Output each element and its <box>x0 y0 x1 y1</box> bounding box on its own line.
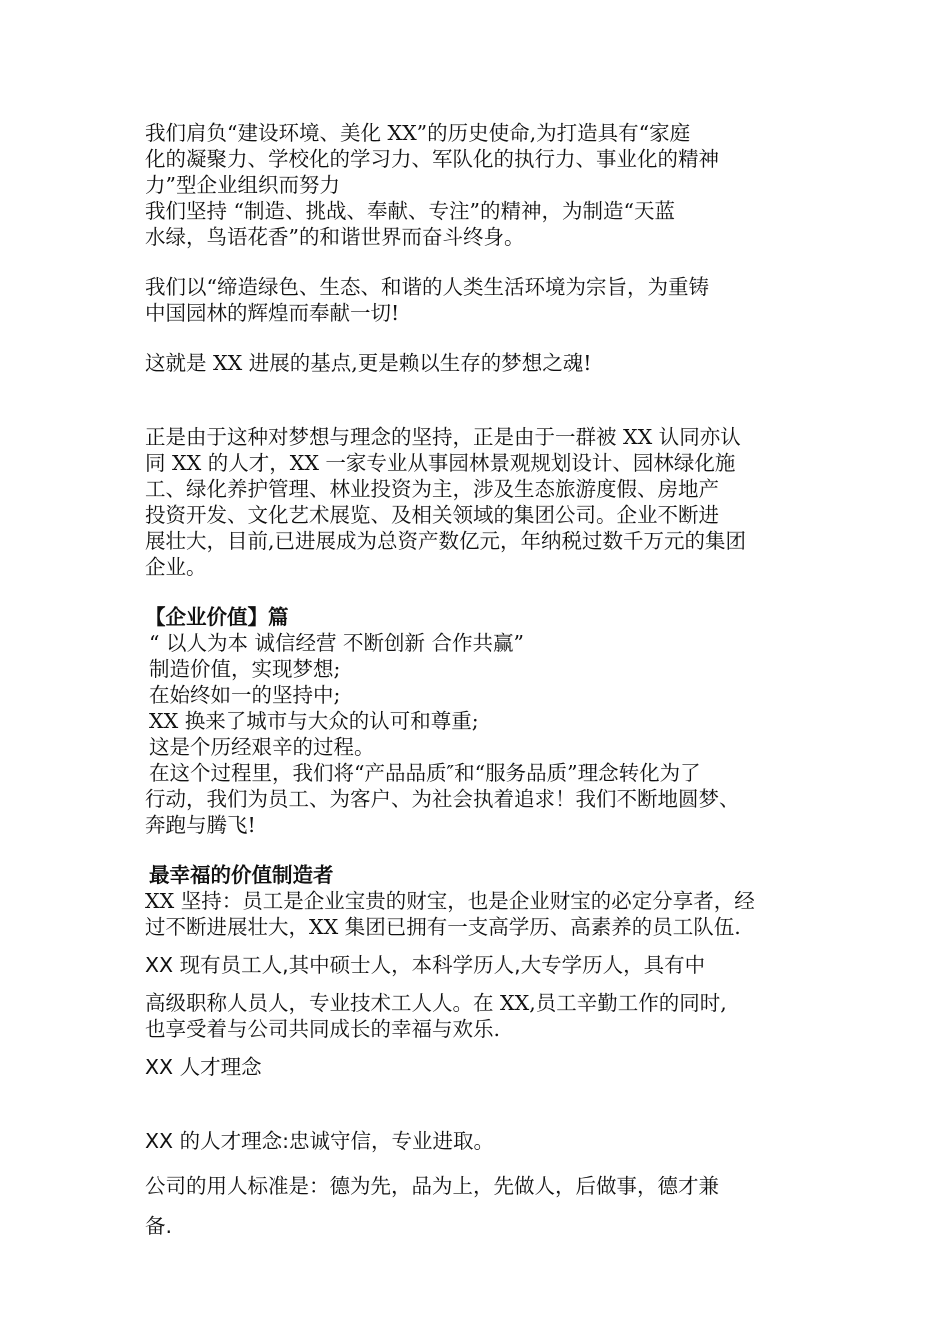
text-line: 化的凝聚力、学校化的学习力、军队化的执行力、事业化的精神 <box>145 147 719 171</box>
text-line: XX 现有员工人,其中硕士人，本科学历人,大专学历人，具有中 <box>145 953 706 977</box>
text-line: 水绿，鸟语花香”的和谐世界而奋斗终身。 <box>145 225 525 249</box>
text-line: 力”型企业组织而努力 <box>145 173 340 197</box>
talent-title: XX 人才理念 <box>145 1055 262 1079</box>
text-line: XX 换来了城市与大众的认可和尊重; <box>149 709 479 733</box>
text-line: 同 XX 的人才，XX 一家专业从事园林景观规划设计、园林绿化施 <box>145 451 736 475</box>
text-line: 行动，我们为员工、为客户、为社会执着追求！我们不断地圆梦、 <box>145 787 740 811</box>
text-line: 也享受着与公司共同成长的幸福与欢乐. <box>145 1017 501 1041</box>
staff-paragraph <box>145 990 815 1042</box>
text-line: 这是个历经艰辛的过程。 <box>149 735 375 759</box>
section-heading: 【企业价值】篇 <box>145 605 289 629</box>
text-line: 正是由于这种对梦想与理念的坚持，正是由于一群被 XX 认同亦认 <box>145 425 741 449</box>
text-line: XX 坚持：员工是企业宝贵的财宝，也是企业财宝的必定分享者，经 <box>145 889 755 913</box>
text-line: 展壮大，目前,已进展成为总资产数亿元，年纳税过数千万元的集团 <box>145 529 747 553</box>
section-heading: 最幸福的价值制造者 <box>149 863 334 887</box>
text-line: 中国园林的辉煌而奉献一切! <box>145 301 400 325</box>
value-section <box>145 604 815 838</box>
text-line: 工、绿化养护管理、林业投资为主，涉及生态旅游度假、房地产 <box>145 477 719 501</box>
text-line: 在这个过程里，我们将“产品品质″和“服务品质”理念转化为了 <box>149 761 701 785</box>
text-line: 企业。 <box>145 555 207 579</box>
text-line: 我们坚持 “制造、挑战、奉献、专注”的精神，为制造“天蓝 <box>145 199 675 223</box>
text-line: “ 以人为本 诚信经营 不断创新 合作共赢” <box>149 631 525 655</box>
standard-paragraph <box>145 1166 815 1246</box>
talent-concept: XX 的人才理念:忠诚守信，专业进取。 <box>145 1129 495 1153</box>
text-line: 投资开发、文化艺术展览、及相关领域的集团公司。企业不断进 <box>145 503 719 527</box>
happy-section <box>145 862 815 940</box>
text-line: 奔跑与腾飞! <box>145 813 256 837</box>
text-line: 制造价值，实现梦想; <box>149 657 341 681</box>
text-line: 备. <box>145 1214 173 1238</box>
text-line: 我们以“缔造绿色、生态、和谐的人类生活环境为宗旨，为重铸 <box>145 275 709 299</box>
intro-paragraph <box>145 120 815 250</box>
mission-paragraph <box>145 274 815 326</box>
basis-paragraph: 这就是 XX 进展的基点,更是赖以生存的梦想之魂! <box>145 351 592 375</box>
text-line: 高级职称人员人，专业技术工人人。在 XX,员工辛勤工作的同时, <box>145 991 727 1015</box>
company-paragraph <box>145 424 815 580</box>
staff-line <box>145 952 815 978</box>
document-page <box>145 120 815 1246</box>
text-line: 我们肩负“建设环境、美化 XX”的历史使命,为打造具有“家庭 <box>145 121 691 145</box>
text-line: 过不断进展壮大，XX 集团已拥有一支高学历、高素养的员工队伍. <box>145 915 741 939</box>
text-line: 在始终如一的坚持中; <box>149 683 341 707</box>
text-line: 公司的用人标准是：德为先，品为上，先做人，后做事，德才兼 <box>145 1174 719 1198</box>
